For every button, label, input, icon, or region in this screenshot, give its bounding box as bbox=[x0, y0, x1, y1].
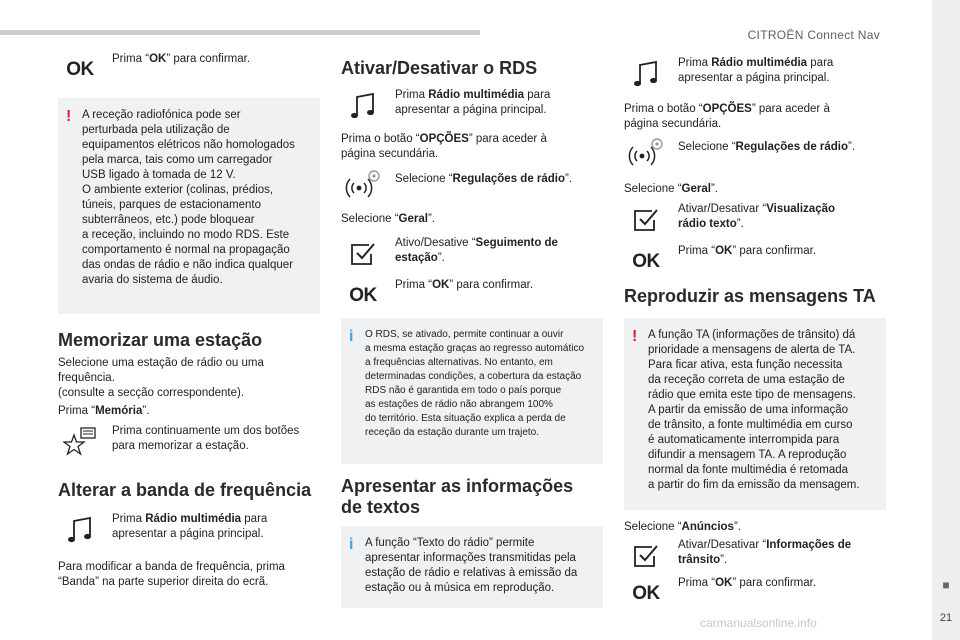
checkbox-check-icon bbox=[624, 202, 668, 238]
page-edge-bar bbox=[932, 0, 960, 640]
rds-row-1-text: Prima Rádio multimédia para apresentar a página principal. bbox=[395, 89, 551, 116]
star-memory-icon bbox=[58, 424, 102, 460]
ok-icon: OK bbox=[66, 59, 94, 80]
text-row-3-text: Ativar/Desativar “Visualização rádio texto”. bbox=[678, 203, 836, 230]
rds-row-2 bbox=[341, 168, 572, 204]
rds-row-3-text: Ativo/Desative “Seguimento de estação”. bbox=[395, 237, 558, 264]
text-row-4 bbox=[624, 244, 816, 280]
band-row bbox=[58, 512, 267, 548]
info-text-radio-text: A função “Texto do rádio” permite apresentar informações transmitidas pela estação de rádio e relativas à emissão da estação ou à música em reprodução. bbox=[365, 537, 578, 594]
radio-signal-gear-icon bbox=[341, 168, 385, 204]
page-marker: ■ bbox=[942, 578, 950, 592]
ok-text: Prima “OK” para confirmar. bbox=[112, 53, 251, 65]
ok-icon: OK bbox=[632, 583, 660, 604]
top-rule bbox=[0, 30, 480, 35]
warning-box-reception bbox=[58, 98, 320, 314]
page-number: 21 bbox=[939, 612, 953, 624]
rds-paragraph-1: Prima o botão “OPÇÕES” para aceder à página secundária. bbox=[341, 133, 547, 160]
text-row-1-text: Prima Rádio multimédia para apresentar a página principal. bbox=[678, 57, 834, 84]
rds-row-3 bbox=[341, 236, 558, 272]
text-row-4-text: Prima “OK” para confirmar. bbox=[678, 245, 817, 257]
ta-row-1 bbox=[624, 538, 851, 574]
ta-paragraph: Selecione “Anúncios”. bbox=[624, 521, 741, 533]
ta-row-2-text: Prima “OK” para confirmar. bbox=[678, 577, 817, 589]
section-title-band: Alterar a banda de frequência bbox=[58, 480, 312, 500]
memorize-row bbox=[58, 424, 299, 460]
rds-row-4 bbox=[341, 278, 533, 314]
section-title-rds: Ativar/Desativar o RDS bbox=[341, 58, 538, 78]
info-box-radio-text bbox=[341, 526, 603, 608]
text-row-2 bbox=[624, 136, 855, 172]
music-note-icon bbox=[341, 88, 385, 124]
text-paragraph-2: Selecione “Geral”. bbox=[624, 183, 718, 195]
checkbox-check-icon bbox=[341, 236, 385, 272]
rds-row-4-text: Prima “OK” para confirmar. bbox=[395, 279, 534, 291]
ta-row-2 bbox=[624, 576, 816, 612]
text-paragraph-1: Prima o botão “OPÇÕES” para aceder à página secundária. bbox=[624, 103, 830, 130]
section-title-memorize: Memorizar uma estação bbox=[58, 330, 263, 350]
warning-text: A receção radiofónica pode ser perturbada pela utilização de equipamentos elétricos não homologados pela marca, tais como um carregador USB ligado à tomada de 12 V. O ambiente exterior (colinas, prédios, túneis, parques de estacionamento subterrâneos, etc.) pode bloquear a receção, incluindo no modo RDS. Este comportamento é normal na propagação das ondas de rádio e não indica qualquer avaria do sistema de áudio. bbox=[82, 109, 295, 286]
band-paragraph: Para modificar a banda de frequência, prima “Banda” na parte superior direita do ecrã. bbox=[58, 561, 285, 588]
info-box-rds bbox=[341, 318, 603, 464]
text-row-3 bbox=[624, 202, 835, 238]
memorize-instruction: Prima “Memória”. bbox=[58, 405, 150, 417]
text-row-1 bbox=[624, 56, 833, 92]
rds-row-1 bbox=[341, 88, 550, 124]
section-title-text-info: Apresentar as informações de textos bbox=[341, 476, 574, 517]
memorize-paragraph: Selecione uma estação de rádio ou uma frequência. (consulte a secção correspondente). bbox=[58, 357, 264, 399]
warning-icon: ! bbox=[66, 108, 72, 125]
band-row-text: Prima Rádio multimédia para apresentar a página principal. bbox=[112, 513, 268, 540]
warning-icon: ! bbox=[632, 328, 638, 345]
warning-box-ta bbox=[624, 318, 886, 510]
radio-signal-gear-icon bbox=[624, 136, 668, 172]
memorize-row-text: Prima continuamente um dos botões para memorizar a estação. bbox=[112, 425, 300, 452]
watermark: carmanualsonline.info bbox=[700, 616, 817, 630]
ok-icon: OK bbox=[349, 285, 377, 306]
music-note-icon bbox=[58, 512, 102, 548]
info-icon: i bbox=[349, 536, 354, 553]
section-title-ta: Reproduzir as mensagens TA bbox=[624, 286, 876, 306]
ok-row bbox=[58, 52, 250, 88]
rds-paragraph-2: Selecione “Geral”. bbox=[341, 213, 435, 225]
checkbox-check-icon bbox=[624, 538, 668, 574]
text-row-2-text: Selecione “Regulações de rádio”. bbox=[678, 141, 856, 153]
rds-row-2-text: Selecione “Regulações de rádio”. bbox=[395, 173, 573, 185]
ok-icon: OK bbox=[632, 251, 660, 272]
ta-row-1-text: Ativar/Desativar “Informações de trânsito”. bbox=[678, 539, 852, 566]
info-text-rds: O RDS, se ativado, permite continuar a ouvir a mesma estação graças ao regresso automático a frequências alternativas. No entanto, em determinadas condições, a cobertura da estação RDS não é garantida em todo o país porque as estações de rádio não abrangem 100% do território. Esta situação explica a perda de receção da estação durante um trajeto. bbox=[365, 329, 584, 438]
warning-text-ta: A função TA (informações de trânsito) dá prioridade a mensagens de alerta de TA. Para ficar ativa, esta função necessita da receção correta de uma estação de rádio que emita este tipo de mensagens. A partir da emissão de uma informação de trânsito, a fonte multimédia em curso é automaticamente interrompida para difundir a mensagem TA. A reprodução normal da fonte multimédia é retomada a partir do fim da emissão da mensagem. bbox=[648, 329, 860, 491]
music-note-icon bbox=[624, 56, 668, 92]
info-icon: i bbox=[349, 328, 354, 345]
page-header: CITROËN Connect Nav bbox=[747, 28, 880, 42]
